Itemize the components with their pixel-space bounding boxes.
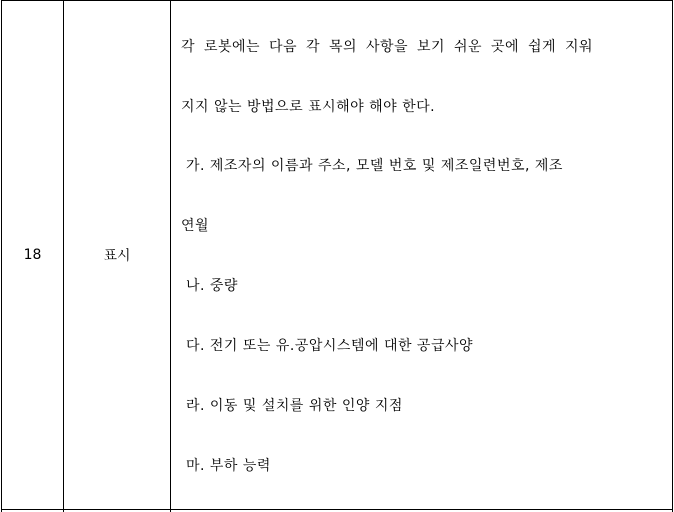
row-title: 표시 [103, 248, 131, 264]
row-number: 18 [23, 247, 42, 263]
content-line-item-ga-cont: 연월 [181, 218, 210, 234]
row-title-cell [64, 1, 170, 509]
table-border-right [672, 0, 673, 512]
content-line-item-ga: 가. 제조자의 이름과 주소, 모델 번호 및 제조일련번호, 제조 [181, 158, 563, 174]
content-line-2: 지지 않는 방법으로 표시해야 해야 한다. [181, 99, 436, 115]
content-line-item-na: 나. 중량 [181, 278, 238, 294]
content-line-item-ra: 라. 이동 및 설치를 위한 인양 지점 [181, 398, 403, 414]
table-border-bottom [1, 509, 673, 510]
content-line-1: 각 로봇에는 다음 각 목의 사항을 보기 쉬운 곳에 쉽게 지워 [181, 39, 594, 55]
column-divider-2 [170, 0, 171, 512]
content-line-item-ma: 마. 부하 능력 [181, 458, 271, 474]
row-number-cell [2, 1, 63, 509]
content-line-item-da: 다. 전기 또는 유.공압시스템에 대한 공급사양 [181, 338, 474, 354]
